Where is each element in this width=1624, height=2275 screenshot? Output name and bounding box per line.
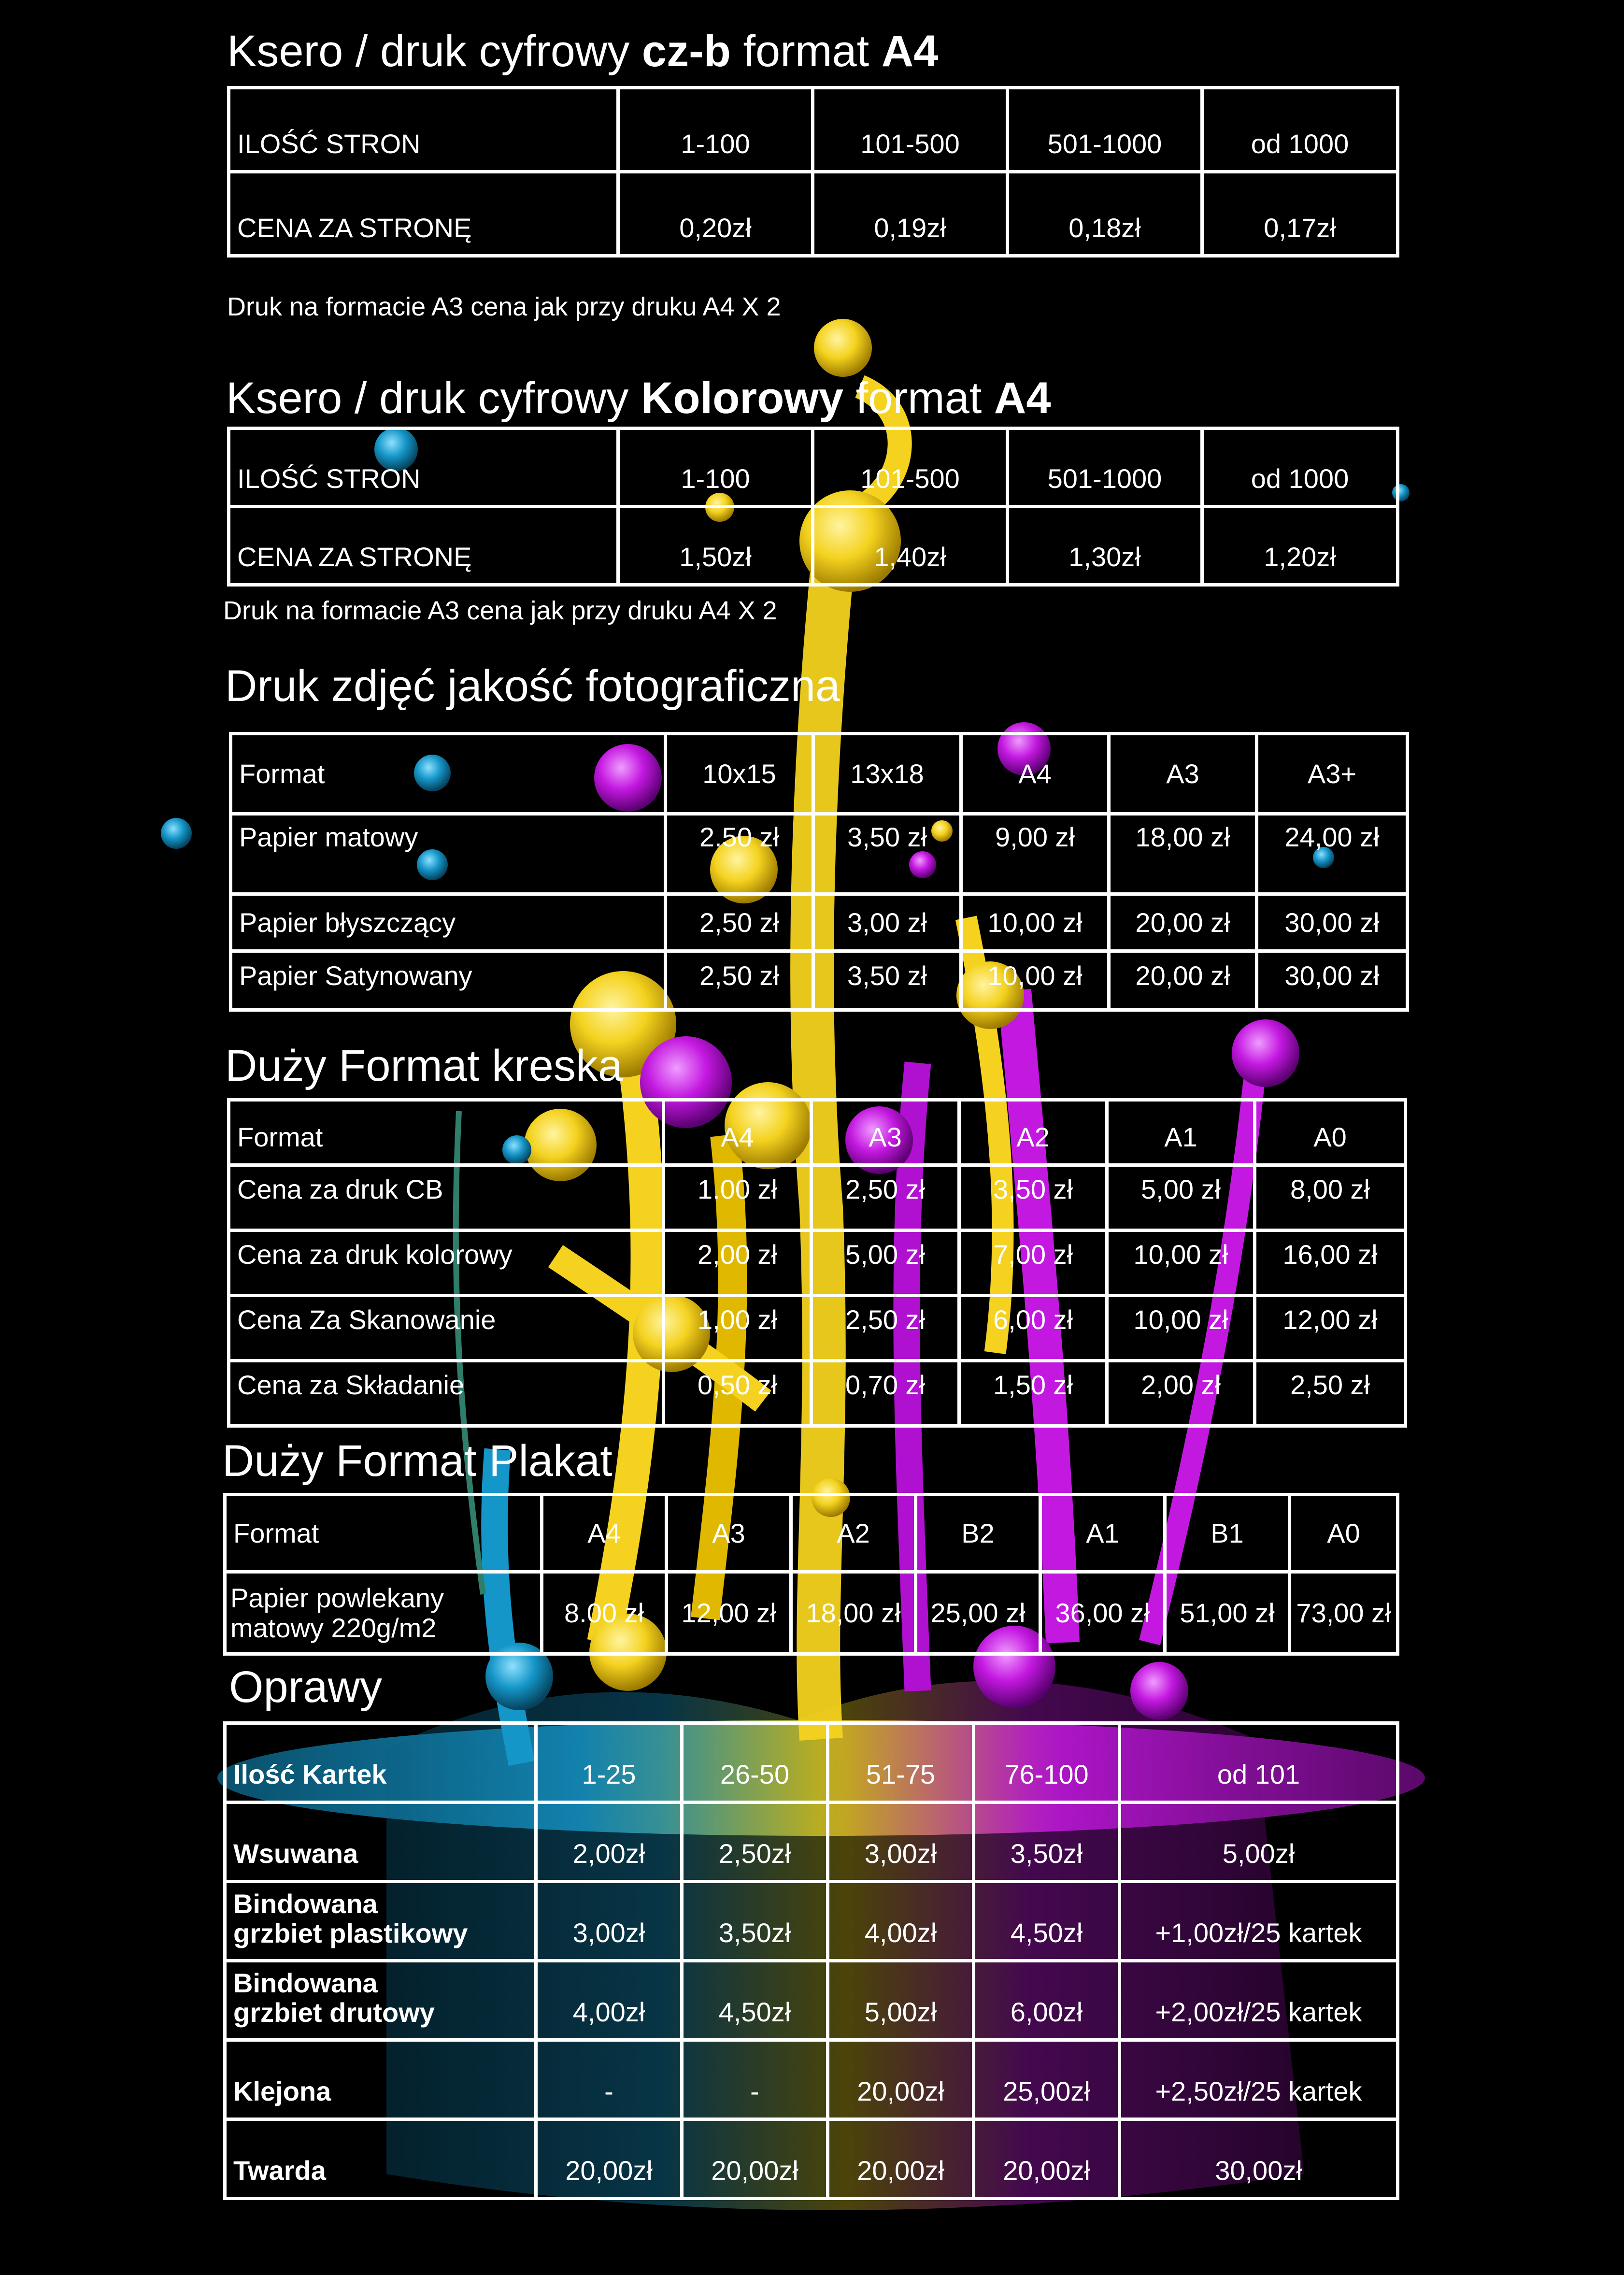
table-row: [225, 1803, 1398, 1882]
column-header: A3: [667, 1495, 791, 1572]
price-cell: 8.00 zł: [542, 1572, 667, 1654]
column-header: A3: [1109, 734, 1257, 814]
table-header-row: [231, 734, 1408, 814]
price-cell: +2,00zł/25 kartek: [1120, 1961, 1398, 2040]
price-cell: 1,20zł: [1202, 507, 1398, 585]
row-header: Papier matowy: [231, 814, 666, 894]
price-cell: -: [536, 2040, 682, 2119]
bw-title-mid: format: [730, 27, 882, 76]
price-cell: 3,50 zł: [813, 814, 961, 894]
price-cell: 0,18zł: [1008, 172, 1202, 256]
row-header: Cena za druk CB: [229, 1165, 664, 1231]
photo-price-table: [229, 732, 1409, 1012]
row-header: Papier Satynowany: [231, 951, 666, 1010]
column-header: A2: [959, 1100, 1107, 1165]
row-header: [225, 2119, 536, 2199]
table-row: [231, 814, 1408, 894]
column-header: 1-25: [536, 1723, 682, 1803]
column-header: A4: [664, 1100, 812, 1165]
row-header-line-1: Twarda: [233, 2155, 326, 2186]
color-title-bold-a4: A4: [994, 373, 1051, 423]
price-cell: 10,00 zł: [1107, 1296, 1255, 1361]
price-cell: 2,50 zł: [812, 1165, 959, 1231]
column-header: A0: [1255, 1100, 1406, 1165]
table-row: [225, 1882, 1398, 1961]
price-cell: 0,17zł: [1202, 172, 1398, 256]
price-cell: 25,00 zł: [916, 1572, 1040, 1654]
row-header-line-1: Bindowana: [233, 1888, 378, 1919]
price-cell: 3,50 zł: [813, 951, 961, 1010]
bw-price-table: [227, 86, 1399, 258]
column-header: 10x15: [666, 734, 813, 814]
price-cell: 73,00 zł: [1290, 1572, 1398, 1654]
row-header-line-2: matowy 220g/m2: [230, 1612, 437, 1643]
price-cell: 10,00 zł: [1107, 1231, 1255, 1296]
price-cell: 20,00zł: [828, 2040, 974, 2119]
column-header: Format: [231, 734, 666, 814]
column-header: 13x18: [813, 734, 961, 814]
row-header: Cena Za Skanowanie: [229, 1296, 664, 1361]
price-cell: 20,00 zł: [1109, 951, 1257, 1010]
price-cell: 2,00zł: [536, 1803, 682, 1882]
column-header: A4: [542, 1495, 667, 1572]
price-cell: 9,00 zł: [961, 814, 1109, 894]
row-header: CENA ZA STRONĘ: [229, 172, 618, 256]
column-header: A1: [1107, 1100, 1255, 1165]
price-cell: 3,50 zł: [959, 1165, 1107, 1231]
price-cell: +1,00zł/25 kartek: [1120, 1882, 1398, 1961]
price-cell: 2,50 zł: [666, 951, 813, 1010]
color-title-pre: Ksero / druk cyfrowy: [226, 373, 641, 423]
column-header: A4: [961, 734, 1109, 814]
column-header: A0: [1290, 1495, 1398, 1572]
table-row: [225, 2040, 1398, 2119]
table-row: [229, 429, 1398, 507]
column-header: 76-100: [974, 1723, 1120, 1803]
price-cell: 2,50zł: [682, 1803, 828, 1882]
row-header: [225, 2040, 536, 2119]
table-row: [229, 1231, 1406, 1296]
price-cell: 10,00 zł: [961, 951, 1109, 1010]
column-header: B2: [916, 1495, 1040, 1572]
price-cell: 2,50 zł: [812, 1296, 959, 1361]
price-cell: 5,00zł: [828, 1961, 974, 2040]
price-cell: 3,00 zł: [813, 894, 961, 951]
photo-title: Druk zdjęć jakość fotograficzna: [225, 661, 840, 711]
row-header: Cena za druk kolorowy: [229, 1231, 664, 1296]
row-header: Cena za Składanie: [229, 1361, 664, 1426]
price-cell: 2,50 zł: [1255, 1361, 1406, 1426]
table-row: [229, 1361, 1406, 1426]
row-header-line-2: grzbiet drutowy: [233, 1997, 435, 2028]
table-row: [229, 172, 1398, 256]
table-row: [231, 894, 1408, 951]
table-row: [229, 1165, 1406, 1231]
price-cell: -: [682, 2040, 828, 2119]
row-header-line-1: Bindowana: [233, 1967, 378, 1998]
table-header-row: [225, 1723, 1398, 1803]
bw-title-bold-cz-b: cz-b: [641, 27, 731, 76]
price-cell: 2,00 zł: [664, 1231, 812, 1296]
price-cell: 6,00zł: [974, 1961, 1120, 2040]
table-row: [229, 88, 1398, 172]
quantity-cell: od 1000: [1202, 88, 1398, 172]
price-cell: 4,50zł: [682, 1961, 828, 2040]
row-header: CENA ZA STRONĘ: [229, 507, 618, 585]
price-cell: 5,00 zł: [812, 1231, 959, 1296]
poster-price-table: [223, 1493, 1399, 1656]
price-cell: 5,00zł: [1120, 1803, 1398, 1882]
price-cell: 20,00zł: [828, 2119, 974, 2199]
table-row: [225, 2119, 1398, 2199]
price-cell: 4,00zł: [828, 1882, 974, 1961]
binding-price-table: [223, 1721, 1399, 2200]
price-cell: 10,00 zł: [961, 894, 1109, 951]
column-header: A3+: [1257, 734, 1408, 814]
price-cell: 6,00 zł: [959, 1296, 1107, 1361]
row-header: [225, 1961, 536, 2040]
price-cell: 0,70 zł: [812, 1361, 959, 1426]
row-header-line-1: Wsuwana: [233, 1838, 358, 1869]
row-header-line-1: Klejona: [233, 2076, 331, 2106]
column-header: Format: [229, 1100, 664, 1165]
row-header: ILOŚĆ STRON: [229, 88, 618, 172]
quantity-cell: 501-1000: [1008, 88, 1202, 172]
price-cell: 3,00zł: [536, 1882, 682, 1961]
column-header: A1: [1040, 1495, 1165, 1572]
row-header: ILOŚĆ STRON: [229, 429, 618, 507]
price-cell: 20,00zł: [974, 2119, 1120, 2199]
quantity-cell: 1-100: [618, 88, 813, 172]
price-cell: 3,50zł: [974, 1803, 1120, 1882]
row-header: [225, 1572, 542, 1654]
price-cell: 3,50zł: [682, 1882, 828, 1961]
table-header-row: [225, 1495, 1398, 1572]
price-cell: 12,00 zł: [667, 1572, 791, 1654]
color-title-mid: format: [843, 373, 994, 423]
table-row: [229, 1296, 1406, 1361]
price-cell: 1,50zł: [618, 507, 813, 585]
quantity-cell: 501-1000: [1008, 429, 1202, 507]
table-row: [225, 1572, 1398, 1654]
price-cell: 18,00 zł: [791, 1572, 916, 1654]
price-cell: 18,00 zł: [1109, 814, 1257, 894]
row-header: [225, 1803, 536, 1882]
price-cell: 20,00 zł: [1109, 894, 1257, 951]
quantity-cell: 101-500: [813, 429, 1008, 507]
quantity-cell: 1-100: [618, 429, 813, 507]
price-cell: 2,00 zł: [1107, 1361, 1255, 1426]
binding-title: Oprawy: [229, 1662, 382, 1712]
price-cell: 8,00 zł: [1255, 1165, 1406, 1231]
color-a3-note: Druk na formacie A3 cena jak przy druku A4 X 2: [223, 596, 777, 625]
price-cell: 30,00zł: [1120, 2119, 1398, 2199]
column-header: A2: [791, 1495, 916, 1572]
column-header: B1: [1165, 1495, 1290, 1572]
price-cell: 25,00zł: [974, 2040, 1120, 2119]
price-cell: 5,00 zł: [1107, 1165, 1255, 1231]
price-cell: 4,50zł: [974, 1882, 1120, 1961]
row-header: [225, 1882, 536, 1961]
price-cell: 7,00 zł: [959, 1231, 1107, 1296]
bw-title: [227, 27, 939, 76]
price-cell: 12,00 zł: [1255, 1296, 1406, 1361]
price-cell: +2,50zł/25 kartek: [1120, 2040, 1398, 2119]
column-header: Format: [225, 1495, 542, 1572]
bw-title-bold-a4: A4: [881, 27, 939, 76]
column-header: od 101: [1120, 1723, 1398, 1803]
price-cell: 1,50 zł: [959, 1361, 1107, 1426]
column-header: 26-50: [682, 1723, 828, 1803]
price-cell: 3,00zł: [828, 1803, 974, 1882]
price-cell: 1.00 zł: [664, 1165, 812, 1231]
row-header-line-2: grzbiet plastikowy: [233, 1918, 468, 1949]
large-line-price-table: [227, 1098, 1407, 1428]
large-line-title: Duży Format kreska: [225, 1041, 623, 1090]
price-cell: 2,50 zł: [666, 894, 813, 951]
table-row: [225, 1961, 1398, 2040]
price-cell: 36,00 zł: [1040, 1572, 1165, 1654]
color-title: [226, 373, 1051, 423]
price-cell: 20,00zł: [536, 2119, 682, 2199]
price-cell: 20,00zł: [682, 2119, 828, 2199]
price-cell: 30,00 zł: [1257, 951, 1408, 1010]
price-cell: 0,19zł: [813, 172, 1008, 256]
bw-a3-note: Druk na formacie A3 cena jak przy druku A4 X 2: [227, 292, 781, 321]
price-cell: 0,20zł: [618, 172, 813, 256]
price-cell: 4,00zł: [536, 1961, 682, 2040]
color-title-bold-kolorowy: Kolorowy: [641, 373, 844, 423]
price-cell: 2.50 zł: [666, 814, 813, 894]
column-header: 51-75: [828, 1723, 974, 1803]
price-cell: 24,00 zł: [1257, 814, 1408, 894]
price-cell: 0,50 zł: [664, 1361, 812, 1426]
column-header: Ilość Kartek: [225, 1723, 536, 1803]
price-cell: 16,00 zł: [1255, 1231, 1406, 1296]
row-header-line-1: Papier powlekany: [230, 1582, 444, 1613]
price-cell: 30,00 zł: [1257, 894, 1408, 951]
column-header: A3: [812, 1100, 959, 1165]
table-row: [229, 507, 1398, 585]
poster-title: Duży Format Plakat: [222, 1436, 613, 1486]
price-cell: 1,30zł: [1008, 507, 1202, 585]
quantity-cell: 101-500: [813, 88, 1008, 172]
color-price-table: [227, 427, 1399, 587]
bw-title-pre: Ksero / druk cyfrowy: [227, 27, 642, 76]
price-cell: 1,40zł: [813, 507, 1008, 585]
quantity-cell: od 1000: [1202, 429, 1398, 507]
row-header: Papier błyszczący: [231, 894, 666, 951]
price-cell: 51,00 zł: [1165, 1572, 1290, 1654]
price-cell: 1,00 zł: [664, 1296, 812, 1361]
table-row: [231, 951, 1408, 1010]
table-header-row: [229, 1100, 1406, 1165]
